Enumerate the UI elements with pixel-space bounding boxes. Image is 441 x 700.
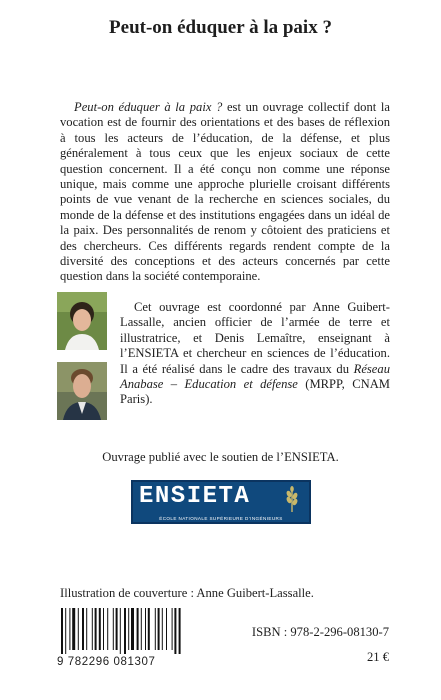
barcode-bar <box>131 608 134 650</box>
barcode-bar <box>124 608 126 654</box>
barcode-bar <box>95 608 97 650</box>
barcode-bar <box>141 608 142 650</box>
barcode-bar <box>158 608 160 650</box>
cover-credit: Illustration de couverture : Anne Guibert-Lassalle. <box>60 586 314 600</box>
barcode-bar <box>103 608 104 650</box>
barcode-bar <box>69 608 70 650</box>
ensieta-logo <box>131 480 311 524</box>
barcode-bar <box>179 608 181 654</box>
barcode-bars <box>61 608 185 654</box>
author-photo-woman <box>57 292 107 350</box>
barcode-bar <box>166 608 167 650</box>
author-photo-man <box>57 362 107 420</box>
coordination-paragraph <box>120 300 390 408</box>
barcode-bar <box>120 608 121 654</box>
barcode-bar <box>148 608 150 650</box>
network-name: Réseau Anabase – Education et défense <box>120 361 390 392</box>
barcode-bar <box>172 608 173 650</box>
book-title: Peut-on éduquer à la paix ? <box>109 17 332 38</box>
coordination-text-end: (MRPP, CNAM Paris). <box>120 377 390 407</box>
barcode-bar <box>82 608 84 650</box>
intro-paragraph <box>60 100 390 285</box>
support-note: Ouvrage publié avec le soutien de l’ENSIETA. <box>102 450 339 464</box>
barcode-bar <box>61 608 63 654</box>
barcode-bar <box>113 608 114 650</box>
barcode-bar <box>86 608 87 650</box>
ear-of-wheat-icon <box>281 485 303 513</box>
barcode-bar <box>107 608 108 650</box>
barcode-bar <box>116 608 118 650</box>
barcode-bar <box>145 608 146 650</box>
isbn: ISBN : 978-2-296-08130-7 <box>251 625 389 639</box>
intro-book-title: Peut-on éduquer à la paix ? <box>74 100 223 114</box>
barcode-bar <box>65 608 66 654</box>
logo-wordmark: ENSIETA <box>139 483 251 510</box>
barcode-bar <box>78 608 79 650</box>
barcode-bar <box>137 608 139 650</box>
barcode-bar <box>92 608 93 650</box>
barcode-bar <box>99 608 101 650</box>
barcode-bar <box>155 608 156 650</box>
coordination-text: Cet ouvrage est coordonné par Anne Guibert-Lassalle, ancien officier de l’armée de terre et illustratrice, et Denis Lemaître, enseignant à l’ENSIETA et chercheur en sciences de l’éducation. Il a été réalisé dans le cadre des travaux du <box>120 300 390 376</box>
logo-subtitle: ÉCOLE NATIONALE SUPÉRIEURE D’INGÉNIEURS <box>159 516 283 521</box>
barcode-bar <box>72 608 75 650</box>
barcode-bar <box>128 608 129 650</box>
price: 21 € <box>366 650 389 664</box>
barcode-bar <box>162 608 163 650</box>
barcode-number: 9 782296 081307 <box>57 656 156 668</box>
barcode-bar <box>174 608 176 654</box>
intro-text: est un ouvrage collectif dont la vocation est de fournir des orientations et des bases de réflexion à tous les acteurs de l’éducation, de la défense, et plus généralement à tous ceux que les enjeux sociaux de cette question concernent. Il a été conçu non comme une réponse unique, mais comme une approche plurielle croisant différents points de vue venant de la recherche en sciences sociales, du monde de la défense et des institutions engagées dans un idéal de la paix. Des personnalités de renom y côtoient des praticiens et des chercheurs. Ces différents regards rendent compte de la diversité des conceptions et des acteurs concernés par cette question dans la société contemporaine. <box>60 100 390 284</box>
barcode <box>57 608 189 678</box>
